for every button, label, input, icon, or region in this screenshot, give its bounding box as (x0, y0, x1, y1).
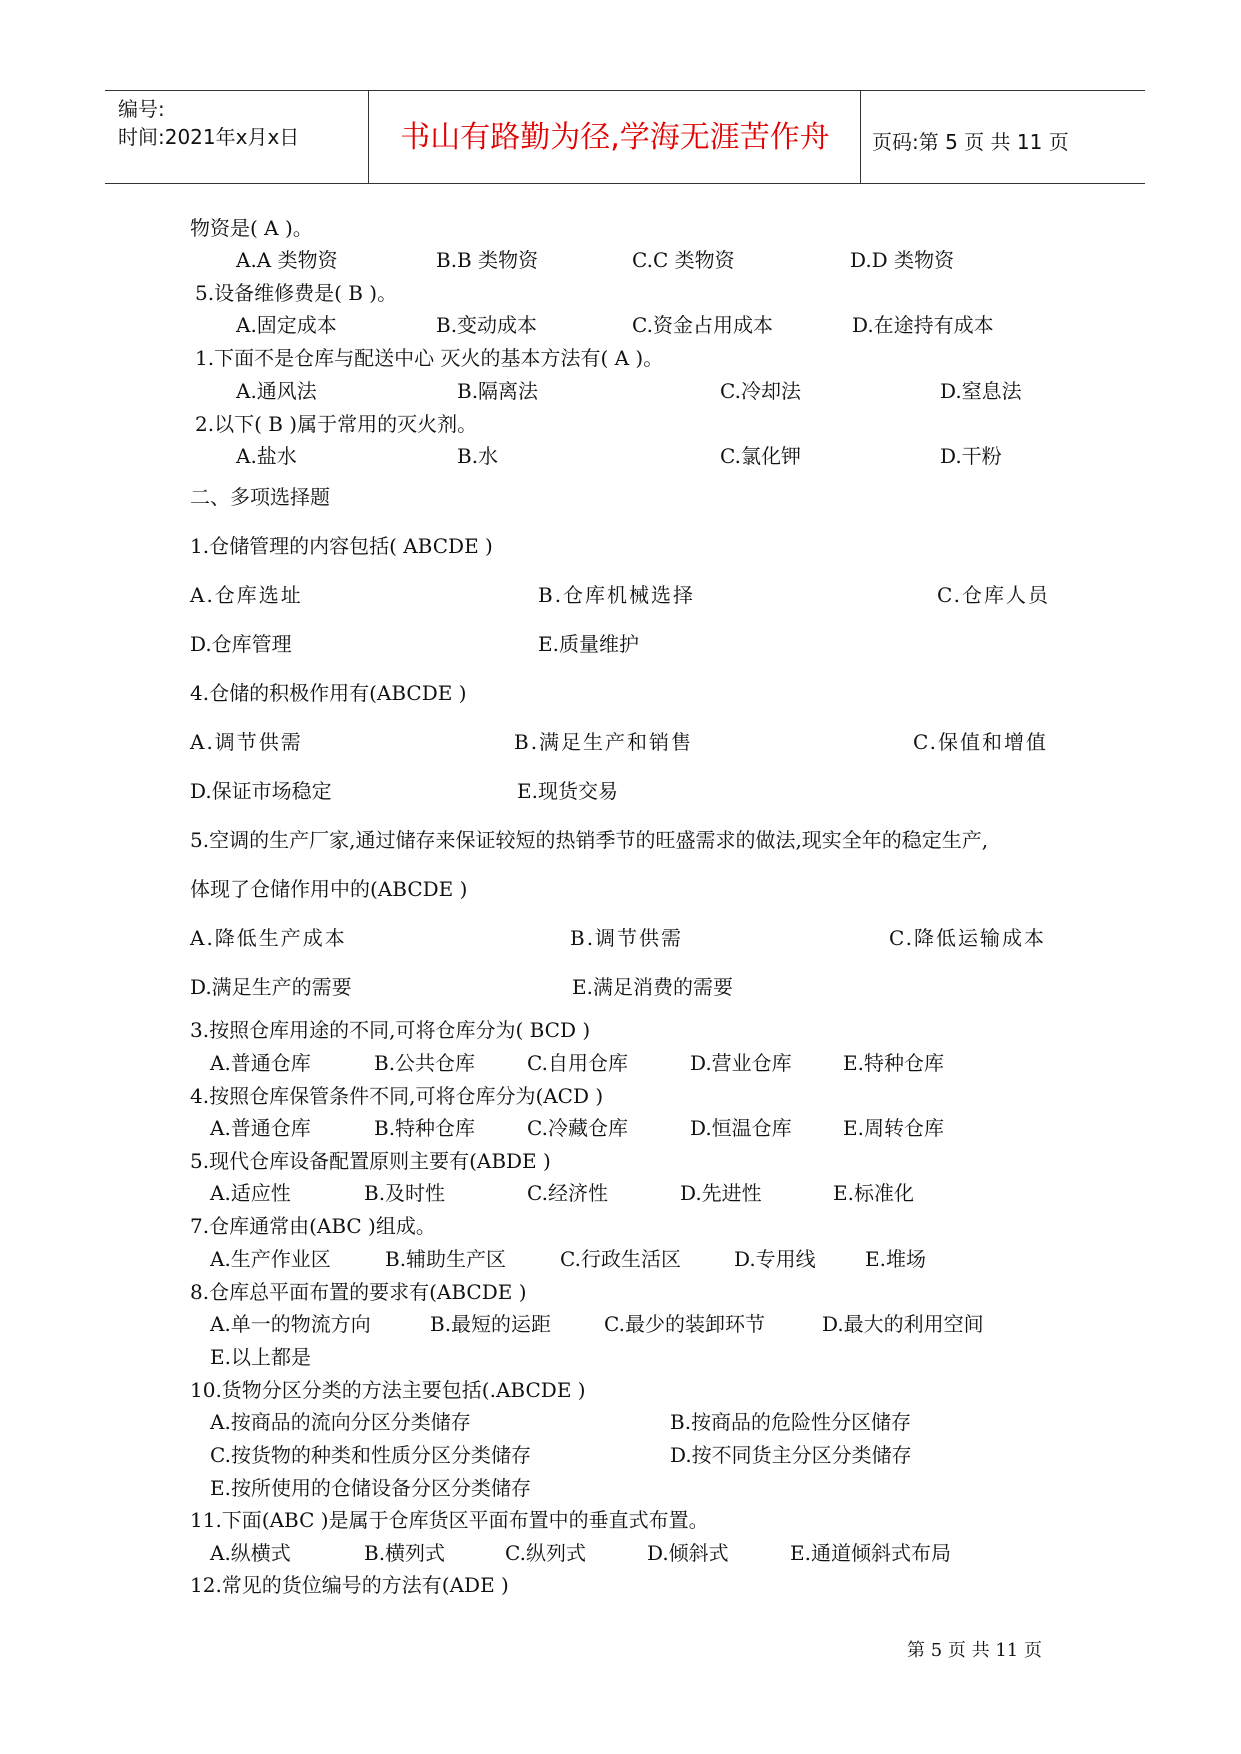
question-text: 4.按照仓库保管条件不同,可将仓库分为(ACD ) (190, 1084, 604, 1108)
option-c: C.按货物的种类和性质分区分类储存 (210, 1443, 531, 1467)
option-c: C.纵列式 (505, 1541, 586, 1565)
option-d: D.D 类物资 (850, 248, 955, 272)
option-d: D.干粉 (940, 444, 1002, 468)
option-a: A.按商品的流向分区分类储存 (210, 1410, 471, 1434)
option-b: B.横列式 (364, 1541, 446, 1565)
option-e: E.满足消费的需要 (572, 975, 733, 999)
option-c: C.行政生活区 (560, 1247, 681, 1271)
option-e: E.按所使用的仓储设备分区分类储存 (210, 1476, 531, 1500)
option-c: C.冷藏仓库 (527, 1116, 628, 1140)
option-d: D.在途持有成本 (852, 313, 994, 337)
option-e: E.标准化 (833, 1181, 914, 1205)
question-text: 5.空调的生产厂家,通过储存来保证较短的热销季节的旺盛需求的做法,现实全年的稳定生产, (190, 828, 989, 852)
question-text: 11.下面(ABC )是属于仓库货区平面布置中的垂直式布置。 (190, 1508, 709, 1532)
section-heading: 二、多项选择题 (190, 485, 330, 509)
option-a: A.仓库选址 (190, 583, 303, 607)
option-b: B.仓库机械选择 (538, 583, 696, 607)
option-a: A.通风法 (236, 379, 317, 403)
option-d: D.按不同货主分区分类储存 (670, 1443, 912, 1467)
option-a: A.降低生产成本 (190, 926, 347, 950)
option-b: B.满足生产和销售 (514, 730, 694, 754)
option-c: C.资金占用成本 (632, 313, 773, 337)
option-c: C.最少的装卸环节 (604, 1312, 765, 1336)
option-a: A.普通仓库 (210, 1116, 311, 1140)
option-b: B.水 (457, 444, 499, 468)
option-d: D.满足生产的需要 (190, 975, 352, 999)
option-d: D.最大的利用空间 (822, 1312, 984, 1336)
option-d: D.先进性 (680, 1181, 762, 1205)
option-c: C.经济性 (527, 1181, 608, 1205)
option-c: C.氯化钾 (720, 444, 801, 468)
option-d: D.恒温仓库 (690, 1116, 792, 1140)
option-e: E.现货交易 (517, 779, 618, 803)
question-text: 5.设备维修费是( B )。 (195, 281, 398, 305)
question-text-continued: 体现了仓储作用中的(ABCDE ) (190, 877, 468, 901)
option-b: B.最短的运距 (430, 1312, 552, 1336)
option-a: A.A 类物资 (236, 248, 338, 272)
question-text: 12.常见的货位编号的方法有(ADE ) (190, 1573, 509, 1597)
option-b: B.隔离法 (457, 379, 539, 403)
header-time-label: 时间:2021年x月x日 (118, 125, 300, 149)
option-a: A.单一的物流方向 (210, 1312, 371, 1336)
option-b: B.特种仓库 (374, 1116, 476, 1140)
question-text: 物资是( A )。 (190, 216, 313, 240)
option-c: C.冷却法 (720, 379, 801, 403)
option-c: C.保值和增值 (913, 730, 1048, 754)
option-d: D.营业仓库 (690, 1051, 792, 1075)
option-e: E.质量维护 (538, 632, 639, 656)
option-a: A.盐水 (236, 444, 297, 468)
question-text: 3.按照仓库用途的不同,可将仓库分为( BCD ) (190, 1018, 591, 1042)
option-b: B.辅助生产区 (385, 1247, 507, 1271)
option-e: E.周转仓库 (843, 1116, 944, 1140)
question-text: 1.仓储管理的内容包括( ABCDE ) (190, 534, 493, 558)
option-d: D.保证市场稳定 (190, 779, 332, 803)
option-b: B.变动成本 (436, 313, 538, 337)
header-page-label: 页码:第 5 页 共 11 页 (872, 130, 1069, 154)
header-divider-left (368, 90, 369, 183)
question-text: 1.下面不是仓库与配送中心 灭火的基本方法有( A )。 (195, 346, 664, 370)
option-a: A.调节供需 (190, 730, 303, 754)
option-b: B.公共仓库 (374, 1051, 476, 1075)
header-motto: 书山有路勤为径,学海无涯苦作舟 (400, 120, 830, 155)
option-b: B.调节供需 (570, 926, 684, 950)
page-footer: 第 5 页 共 11 页 (907, 1640, 1042, 1661)
option-e: E.以上都是 (210, 1345, 311, 1369)
question-text: 4.仓储的积极作用有(ABCDE ) (190, 681, 467, 705)
question-text: 5.现代仓库设备配置原则主要有(ABDE ) (190, 1149, 551, 1173)
question-text: 7.仓库通常由(ABC )组成。 (190, 1214, 436, 1238)
header-bottom-rule (105, 183, 1145, 184)
question-text: 10.货物分区分类的方法主要包括(.ABCDE ) (190, 1378, 586, 1402)
option-a: A.适应性 (210, 1181, 291, 1205)
option-c: C.降低运输成本 (889, 926, 1046, 950)
option-c: C.仓库人员 (937, 583, 1050, 607)
option-a: A.普通仓库 (210, 1051, 311, 1075)
question-text: 8.仓库总平面布置的要求有(ABCDE ) (190, 1280, 527, 1304)
option-e: E.通道倾斜式布局 (790, 1541, 951, 1565)
header-divider-right (860, 90, 861, 183)
option-b: B.按商品的危险性分区储存 (670, 1410, 912, 1434)
option-e: E.特种仓库 (843, 1051, 944, 1075)
header-top-rule (105, 90, 1145, 91)
option-b: B.B 类物资 (436, 248, 539, 272)
option-d: D.倾斜式 (647, 1541, 729, 1565)
option-c: C.C 类物资 (632, 248, 735, 272)
option-a: A.纵横式 (210, 1541, 291, 1565)
option-e: E.堆场 (865, 1247, 926, 1271)
header-serial-label: 编号: (118, 97, 165, 121)
question-text: 2.以下( B )属于常用的灭火剂。 (195, 412, 478, 436)
option-d: D.仓库管理 (190, 632, 292, 656)
option-c: C.自用仓库 (527, 1051, 628, 1075)
option-b: B.及时性 (364, 1181, 446, 1205)
option-a: A.固定成本 (236, 313, 337, 337)
option-d: D.专用线 (734, 1247, 816, 1271)
option-a: A.生产作业区 (210, 1247, 331, 1271)
option-d: D.窒息法 (940, 379, 1022, 403)
